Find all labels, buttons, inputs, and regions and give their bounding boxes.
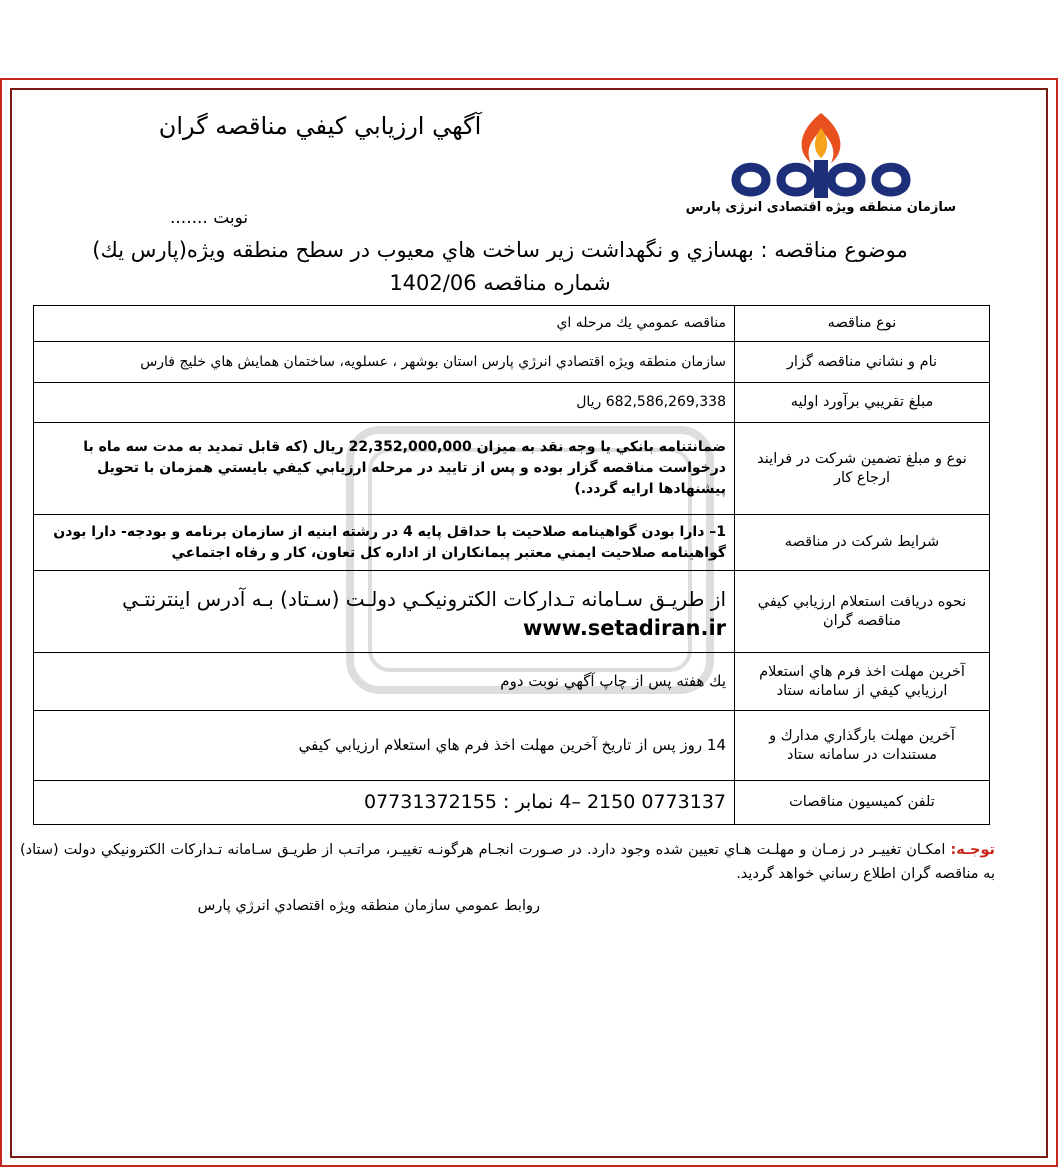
tender-number: شماره مناقصه 1402/06	[389, 271, 611, 295]
notice-paragraph	[20, 838, 995, 886]
table-row	[34, 781, 990, 825]
row-label: تلفن كميسيون مناقصات	[735, 781, 990, 825]
table-row	[34, 383, 990, 423]
row-label: نام و نشاني مناقصه گزار	[735, 342, 990, 383]
row-value: 1– دارا بودن گواهينامه صلاحيت با حداقل پايه 4 در رشته ابنيه از سازمان برنامه و بودجه- دارا بودن گواهينامه صلاحيت ايمني معتبر پيمانكاران از اداره كل تعاون، كار و رفاه اجتماعي	[34, 515, 735, 571]
table-row	[34, 711, 990, 781]
logo-caption: سازمان منطقه ويژه اقتصادی انرژی پارس	[685, 200, 956, 215]
row-value: 0773137 2150 –4 نمابر : 07731372155	[34, 781, 735, 825]
row-value-container	[34, 571, 735, 653]
notice-text: امكـان تغييـر در زمـان و مهلـت هـاي تعيين شده وجود دارد. در صـورت انجـام هرگونـه تغييـر، مراتـب از طريـق سـامانه تـداركات الكترونيكي دولت (ستاد) به مناقصه گران اطلاع رساني خواهد گرديد.	[20, 842, 995, 882]
row-label: نحوه دريافت استعلام ارزيابي كيفي مناقصه گران	[735, 571, 990, 653]
notice-label: توجـه:	[950, 842, 995, 858]
row-label: نوع مناقصه	[735, 306, 990, 342]
tender-subject: موضوع مناقصه : بهسازي و نگهداشت زير ساخت هاي معيوب در سطح منطقه ويژه(پارس يك)	[92, 238, 908, 262]
organization-logo	[686, 108, 956, 223]
setad-url-link[interactable]: www.setadiran.ir	[522, 615, 726, 640]
row-label: نوع و مبلغ تضمين شركت در فرايند ارجاع كار	[735, 423, 990, 515]
table-row	[34, 306, 990, 342]
table-row	[34, 342, 990, 383]
public-relations-signature: روابط عمومي سازمان منطقه ويژه اقتصادي انرژي پارس	[197, 898, 540, 914]
row-label: آخرين مهلت اخذ فرم هاي استعلام ارزيابي كيفي از سامانه ستاد	[735, 653, 990, 711]
row-value: سازمان منطقه ويژه اقتصادي انرژي پارس استان بوشهر ، عسلويه، ساختمان همايش هاي خليج فارس	[34, 342, 735, 383]
row-value: ضمانتنامه بانكي يا وجه نقد به ميزان 22,352,000,000 ريال (كه قابل تمديد به مدت سه ماه با درخواست مناقصه گزار بوده و پس از تاييد در مرحله ارزيابي كيفي بايستي همزمان با تحويل پيشنهادها ارايه گردد.)	[34, 423, 735, 515]
row-label: مبلغ تقريبي برآورد اوليه	[735, 383, 990, 423]
table-row	[34, 571, 990, 653]
flame-logo-icon	[726, 108, 916, 203]
tender-info-table	[33, 305, 990, 825]
row-label: آخرين مهلت بارگذاري مدارك و مستندات در سامانه ستاد	[735, 711, 990, 781]
table-row	[34, 515, 990, 571]
row-value: مناقصه عمومي يك مرحله اي	[34, 306, 735, 342]
row-value: يك هفته پس از چاپ آگهي نوبت دوم	[34, 653, 735, 711]
row-value: 14 روز پس از تاريخ آخرين مهلت اخذ فرم هاي استعلام ارزيابي كيفي	[34, 711, 735, 781]
page-title: آگهي ارزيابي كيفي مناقصه گران	[158, 112, 482, 140]
table-row	[34, 653, 990, 711]
table-row	[34, 423, 990, 515]
row-value: از طريـق سـامانه تـداركات الكترونيكـي دولـت (سـتاد) بـه آدرس اينترنتـي	[122, 586, 726, 611]
publication-round: نوبت .......	[170, 208, 249, 228]
row-value: 682,586,269,338 ريال	[34, 383, 735, 423]
row-label: شرايط شركت در مناقصه	[735, 515, 990, 571]
